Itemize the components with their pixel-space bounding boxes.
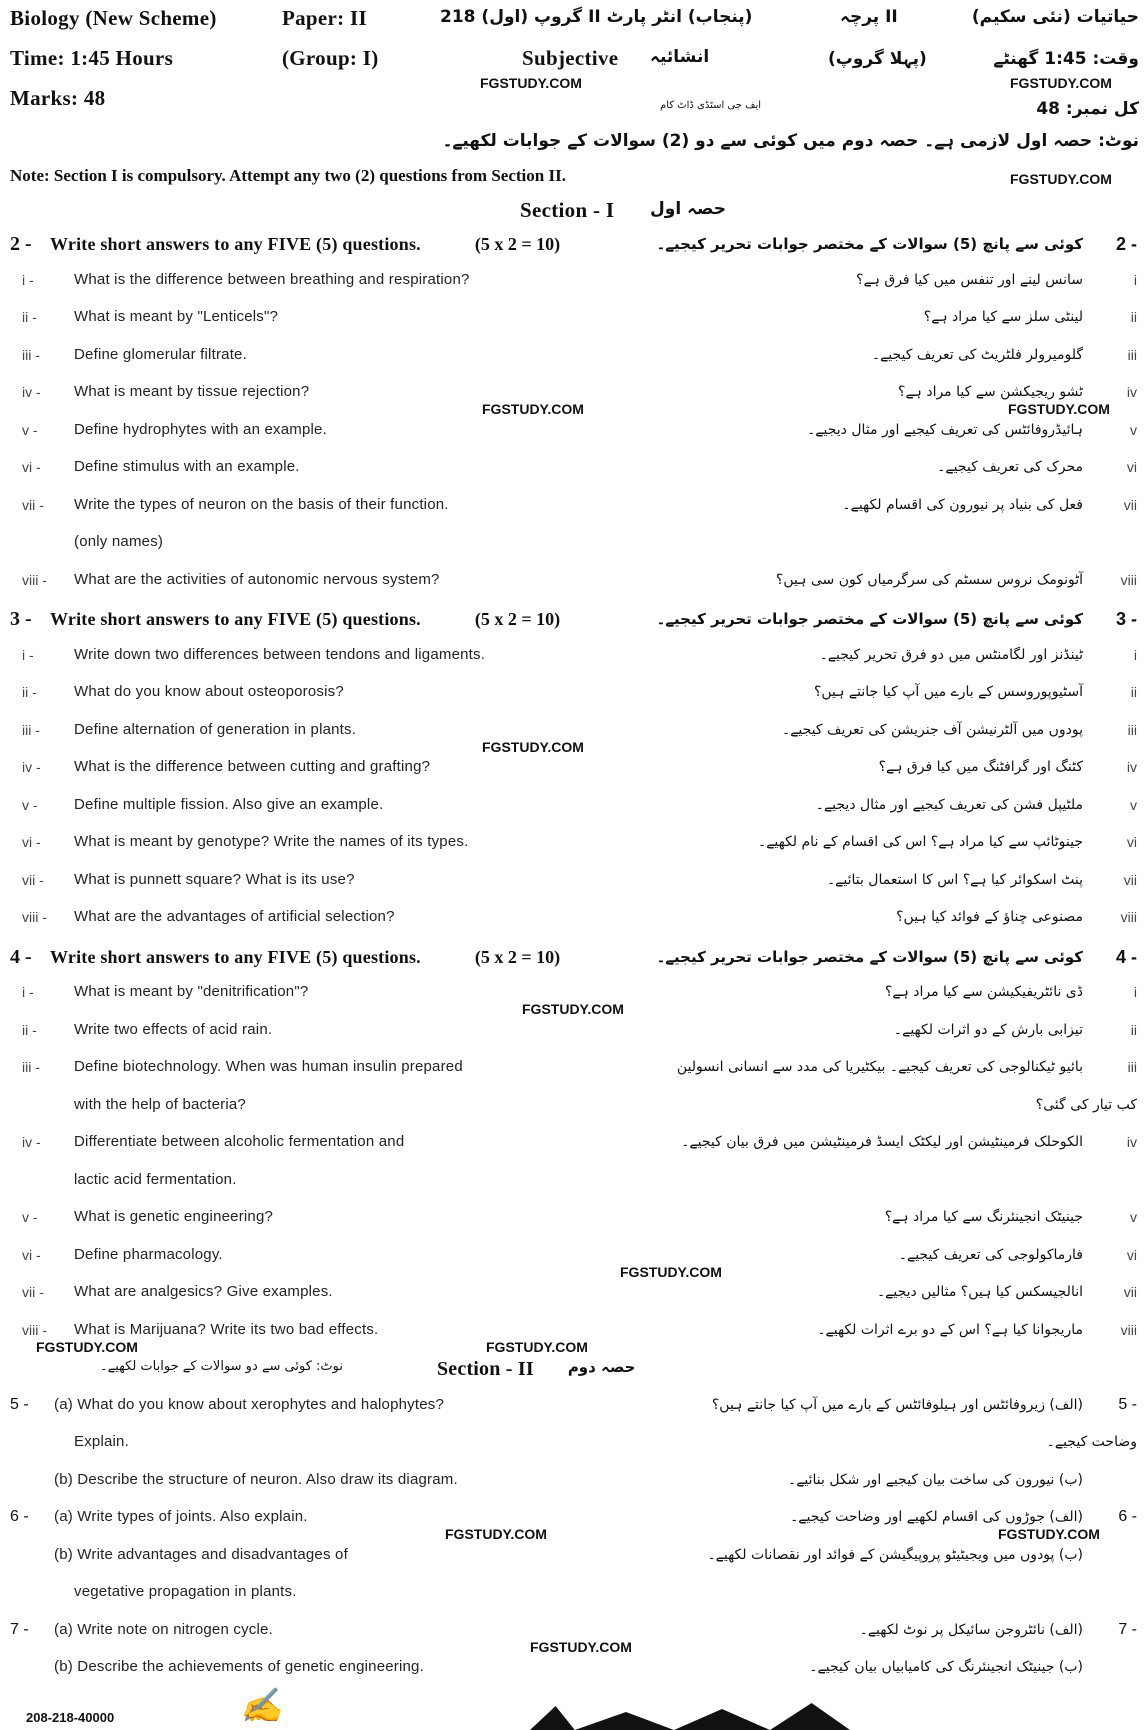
paper-urdu: II پرچہ [840,7,898,27]
question-item [0,1280,1147,1318]
watermark: FGSTUDY.COM [36,1338,138,1355]
question-item [0,1655,1147,1693]
section-heading [0,1355,1147,1393]
question-text-urdu: ڈی نائٹریفیکیشن سے کیا مراد ہے؟ [884,984,1083,1000]
question-item [0,905,1147,943]
question-text-english: What is Marijuana? Write its two bad effects. [74,1320,379,1338]
question-item [0,830,1147,868]
question-item [0,1618,1147,1656]
question-item [0,1055,1147,1093]
question-text-english: What is punnett square? What is its use? [74,870,355,888]
question-text-urdu: (الف) نائٹروجن سائیکل پر نوٹ لکھیے۔ [859,1621,1083,1638]
question-text-urdu: فارماکولوجی کی تعریف کیجیے۔ [898,1246,1083,1263]
question-item [0,793,1147,831]
section-1-title-urdu: حصہ اول [650,199,727,219]
question-text-english: Define glomerular filtrate. [74,345,247,363]
question-text-english: Define multiple fission. Also give an example. [74,795,384,813]
question-text-english: What is meant by genotype? Write the names of its types. [74,833,469,850]
paper-type-urdu: انشائیہ [650,47,710,67]
question-item [0,1580,1147,1618]
question-text-english: Write short answers to any FIVE (5) questions. [50,609,421,629]
question-number-urdu: 2 - [1115,234,1137,254]
question-text-urdu: بائیو ٹیکنالوجی کی تعریف کیجیے۔ بیکٹیریا کی مدد سے انسانی انسولین [676,1059,1083,1075]
question-number-urdu: iii [1127,721,1137,738]
question-text-english: Write the types of neuron on the basis of their function. [74,495,449,513]
question-text-english: What is the difference between breathing and respiration? [74,270,470,288]
section-1-title: Section - I [520,198,615,222]
question-number-urdu: i [1133,646,1137,663]
question-heading [0,943,1147,981]
question-number: vi - [22,834,41,850]
watermark: FGSTUDY.COM [445,1526,547,1542]
question-number: i - [22,984,34,1000]
question-text-urdu: کٹنگ اور گرافٹنگ میں کیا فرق ہے؟ [878,759,1083,775]
question-item [0,680,1147,718]
question-text-urdu: حصہ دوم [567,1358,636,1376]
question-text-english: Write short answers to any FIVE (5) questions. [50,946,421,967]
question-item [0,380,1147,418]
question-text-english: Write short answers to any FIVE (5) questions. [50,234,421,254]
question-item [0,1543,1147,1581]
question-text-english: Write down two differences between tendons and ligaments. [74,645,486,663]
question-text-urdu: (الف) زیروفائٹس اور ہیلوفائٹس کے بارے میں آپ کیا جانتے ہیں؟ [711,1396,1083,1413]
paper-code: 208-218-40000 [26,1710,115,1725]
question-text-english: (b) Describe the achievements of genetic engineering. [54,1658,424,1675]
question-item [0,1243,1147,1281]
question-text-urdu: کب تیار کی گئی؟ [1035,1096,1137,1113]
question-text-english: (only names) [74,533,164,550]
watermark: FGSTUDY.COM [530,1638,632,1655]
question-text-english: What is meant by "Lenticels"? [74,308,279,325]
question-item [0,418,1147,456]
question-item [0,1468,1147,1506]
question-item [0,1393,1147,1431]
question-number: vi - [22,459,41,475]
question-number: iii - [22,1059,40,1075]
question-text-english: What are the activities of autonomic nervous system? [74,570,440,588]
question-text-english: What is meant by "denitrification"? [74,983,309,1000]
question-text-urdu: الکوحلک فرمینٹیشن اور لیکٹک ایسڈ فرمینٹیشن میں فرق بیان کیجیے۔ [681,1134,1083,1150]
question-number-urdu: vi [1126,1246,1137,1263]
question-number-urdu: viii [1120,909,1137,925]
question-number: 7 - [10,1620,29,1638]
question-number: 5 - [10,1395,29,1413]
question-number-urdu: v [1130,796,1137,813]
question-item [0,1318,1147,1356]
question-text-english: What are the advantages of artificial selection? [74,908,395,925]
question-number-urdu: vii [1123,496,1137,513]
question-number: v - [22,796,38,813]
question-text-english: What is genetic engineering? [74,1208,274,1225]
question-text-english: (b) Describe the structure of neuron. Also draw its diagram. [54,1470,458,1488]
question-list [0,230,1147,1693]
subject-english: Biology (New Scheme) [10,6,217,30]
question-item [0,1505,1147,1543]
question-text-urdu: تیزابی بارش کے دو اثرات لکھیے۔ [893,1021,1083,1038]
question-text-urdu: لینٹی سلز سے کیا مراد ہے؟ [923,309,1083,325]
question-number-urdu: vi [1126,459,1137,475]
question-text-english: Define pharmacology. [74,1245,223,1263]
question-text-urdu: جینیٹک انجینئرنگ سے کیا مراد ہے؟ [884,1209,1083,1225]
watermark: FGSTUDY.COM [482,401,584,417]
question-text-urdu: (الف) جوڑوں کی اقسام لکھیے اور وضاحت کیجیے۔ [790,1509,1083,1525]
watermark: FGSTUDY.COM [522,1001,624,1017]
question-number-urdu: ii [1130,684,1137,700]
question-text-urdu: ماریجوانا کیا ہے؟ اس کے دو برے اثرات لکھیے۔ [817,1321,1083,1338]
question-number-urdu: 3 - [1115,609,1137,629]
question-number-urdu: ii [1130,309,1137,325]
question-item [0,493,1147,531]
question-item [0,1018,1147,1056]
signature: ✍ [240,1686,283,1726]
question-text-urdu: ہائیڈروفائٹس کی تعریف کیجیے اور مثال دیجیے۔ [807,421,1083,438]
question-number: 2 - [10,233,32,255]
question-text-english: What is meant by tissue rejection? [74,383,310,400]
question-number: ii - [22,309,37,325]
question-text-english: vegetative propagation in plants. [74,1583,297,1600]
question-text-urdu: وضاحت کیجیے۔ [1046,1434,1137,1450]
question-text-urdu: آسٹیوپوروسس کے بارے میں آپ کیا جانتے ہیں؟ [813,684,1083,700]
group-english: (Group: I) [282,46,379,70]
question-text-english: (a) Write types of joints. Also explain. [54,1508,308,1525]
question-number-urdu: 5 - [1118,1395,1137,1413]
question-number-urdu: 6 - [1118,1508,1137,1525]
question-number: ii - [22,684,37,700]
question-number: 3 - [10,608,32,630]
question-number-urdu: v [1130,421,1137,438]
question-text-urdu: ملٹیپل فشن کی تعریف کیجیے اور مثال دیجیے۔ [815,796,1083,813]
question-item [0,1130,1147,1168]
question-text-english: Define hydrophytes with an example. [74,420,327,438]
question-number: vi - [22,1246,41,1263]
question-number-urdu: iv [1126,384,1137,400]
paper-type-english: Subjective [522,46,619,70]
time-english: Time: 1:45 Hours [10,46,174,70]
question-number: v - [22,1209,38,1225]
watermark: FGSTUDY.COM [482,738,584,755]
question-number-urdu: ii [1130,1021,1137,1038]
question-number-urdu: 7 - [1118,1620,1137,1638]
question-item [0,268,1147,306]
question-text-urdu: مصنوعی چناؤ کے فوائد کیا ہیں؟ [896,909,1083,925]
question-text-english: What is the difference between cutting and grafting? [74,758,431,775]
time-urdu: وقت: 1:45 گھنٹے [993,49,1139,69]
question-text-english: Define biotechnology. When was human insulin prepared [74,1058,463,1075]
question-number: iv - [22,384,41,400]
board-urdu: (پنجاب) انٹر پارٹ II گروپ (اول) 218 [440,7,753,27]
question-text-english: (a) What do you know about xerophytes and halophytes? [54,1395,445,1413]
question-text-urdu: ٹشو ریجیکشن سے کیا مراد ہے؟ [898,384,1083,400]
question-text-english: lactic acid fermentation. [74,1170,237,1188]
paper-english: Paper: II [282,6,367,30]
subject-urdu: حیاتیات (نئی سکیم) [971,7,1139,27]
question-text-urdu: آٹونومک نروس سسٹم کی سرگرمیاں کون سی ہیں؟ [775,571,1083,588]
question-text-english: Write two effects of acid rain. [74,1020,273,1038]
question-item [0,1205,1147,1243]
question-text-urdu: کوئی سے پانچ (5) سوالات کے مختصر جوابات تحریر کیجیے۔ [656,235,1083,253]
question-number-urdu: vii [1123,1284,1137,1300]
question-item [0,530,1147,568]
question-number: iii - [22,346,40,363]
handwritten-scribble [530,1700,850,1730]
question-item [0,305,1147,343]
question-text-english: Explain. [74,1433,129,1450]
question-number-urdu: iii [1127,1059,1137,1075]
question-text-english: Section - II [436,1358,534,1380]
question-number: vii - [22,871,44,888]
question-text-english: Define alternation of generation in plants. [74,720,357,738]
question-number-urdu: viii [1120,571,1137,588]
question-number-urdu: iv [1126,759,1137,775]
question-text-urdu: سانس لینے اور تنفس میں کیا فرق ہے؟ [856,271,1083,288]
question-number-urdu: iv [1126,1134,1137,1150]
question-item [0,1093,1147,1131]
question-number: ii - [22,1021,37,1038]
question-item [0,755,1147,793]
question-item [0,868,1147,906]
question-text-urdu: انالجیسکس کیا ہیں؟ مثالیں دیجیے۔ [876,1284,1083,1300]
question-number: 4 - [10,945,32,968]
question-item [0,980,1147,1018]
question-text-urdu: کوئی سے پانچ (5) سوالات کے مختصر جوابات تحریر کیجیے۔ [656,947,1083,966]
question-item [0,343,1147,381]
question-text-english: with the help of bacteria? [74,1095,246,1113]
question-number-urdu: vii [1123,871,1137,888]
question-number: iii - [22,721,40,738]
question-number-urdu: i [1133,984,1137,1000]
question-text-english: What do you know about osteoporosis? [74,683,344,700]
question-number: viii - [22,909,47,925]
watermark: FGSTUDY.COM [1010,75,1112,91]
question-text-urdu: (ب) نیورون کی ساخت بیان کیجیے اور شکل بنائیے۔ [787,1471,1083,1488]
question-text-english: Define stimulus with an example. [74,458,300,475]
question-number: iv - [22,1134,41,1150]
watermark: FGSTUDY.COM [620,1263,722,1280]
marks-english: Marks: 48 [10,86,106,110]
question-text-urdu: محرک کی تعریف کیجیے۔ [937,459,1083,475]
question-text-english: (b) Write advantages and disadvantages of [54,1545,348,1563]
question-text-urdu: ٹینڈنز اور لگامنٹس میں دو فرق تحریر کیجیے۔ [819,646,1083,663]
group-urdu: (پہلا گروپ) [828,49,927,69]
question-item [0,1430,1147,1468]
question-item [0,568,1147,606]
marks-allocation: (5 x 2 = 10) [474,609,561,629]
question-number-urdu: vi [1126,834,1137,850]
question-text-english: (a) Write note on nitrogen cycle. [54,1620,273,1638]
watermark: FGSTUDY.COM [998,1526,1100,1542]
question-text-urdu: کوئی سے پانچ (5) سوالات کے مختصر جوابات تحریر کیجیے۔ [656,610,1083,628]
question-number: vii - [22,496,44,513]
question-number: vii - [22,1284,44,1300]
question-number: viii - [22,571,47,588]
watermark-urdu: ایف جی اسٹڈی ڈاٹ کام [660,100,762,111]
question-number-urdu: 4 - [1115,946,1137,967]
note-urdu: نوٹ: حصہ اول لازمی ہے۔ حصہ دوم میں کوئی سے دو (2) سوالات کے جوابات لکھیے۔ [442,131,1139,151]
question-item [0,643,1147,681]
question-text-urdu: فعل کی بنیاد پر نیورون کی اقسام لکھیے۔ [842,496,1083,513]
question-text-english: What are analgesics? Give examples. [74,1283,333,1300]
question-text-urdu: پودوں میں آلٹرنیشن آف جنریشن کی تعریف کیجیے۔ [781,721,1083,738]
question-number-urdu: i [1133,271,1137,288]
question-number-urdu: viii [1120,1321,1137,1338]
question-text-urdu: جینوٹائپ سے کیا مراد ہے؟ اس کی اقسام کے نام لکھیے۔ [757,834,1083,850]
question-number-urdu: iii [1127,346,1137,363]
watermark: FGSTUDY.COM [1008,401,1110,417]
question-text-urdu: (ب) پودوں میں ویجیٹیٹو پروپیگیشن کے فوائد اور نقصانات لکھیے۔ [707,1546,1083,1563]
question-number-urdu: v [1130,1209,1137,1225]
question-text-english: Differentiate between alcoholic fermentation and [74,1133,405,1150]
question-number: v - [22,421,38,438]
question-number: i - [22,271,34,288]
question-number: i - [22,646,34,663]
watermark: FGSTUDY.COM [486,1338,588,1355]
section-note-urdu: نوٹ: کوئی سے دو سوالات کے جوابات لکھیے۔ [100,1359,343,1374]
question-item [0,718,1147,756]
question-item [0,1168,1147,1206]
question-text-urdu: (ب) جینیٹک انجینئرنگ کی کامیابیاں بیان کیجیے۔ [809,1659,1083,1675]
watermark: FGSTUDY.COM [1010,171,1112,187]
question-heading [0,605,1147,643]
question-text-urdu: پنٹ اسکوائر کیا ہے؟ اس کا استعمال بتائیے۔ [826,871,1083,888]
marks-urdu: کل نمبر: 48 [1036,99,1139,119]
watermark: FGSTUDY.COM [480,75,582,91]
note-english: Note: Section I is compulsory. Attempt any two (2) questions from Section II. [10,166,566,185]
marks-allocation: (5 x 2 = 10) [474,234,561,254]
marks-allocation: (5 x 2 = 10) [474,946,561,967]
question-number: iv - [22,759,41,775]
question-text-urdu: گلومیرولر فلٹریٹ کی تعریف کیجیے۔ [871,346,1083,363]
question-number: 6 - [10,1508,29,1525]
question-item [0,455,1147,493]
question-number: viii - [22,1321,47,1338]
question-heading [0,230,1147,268]
